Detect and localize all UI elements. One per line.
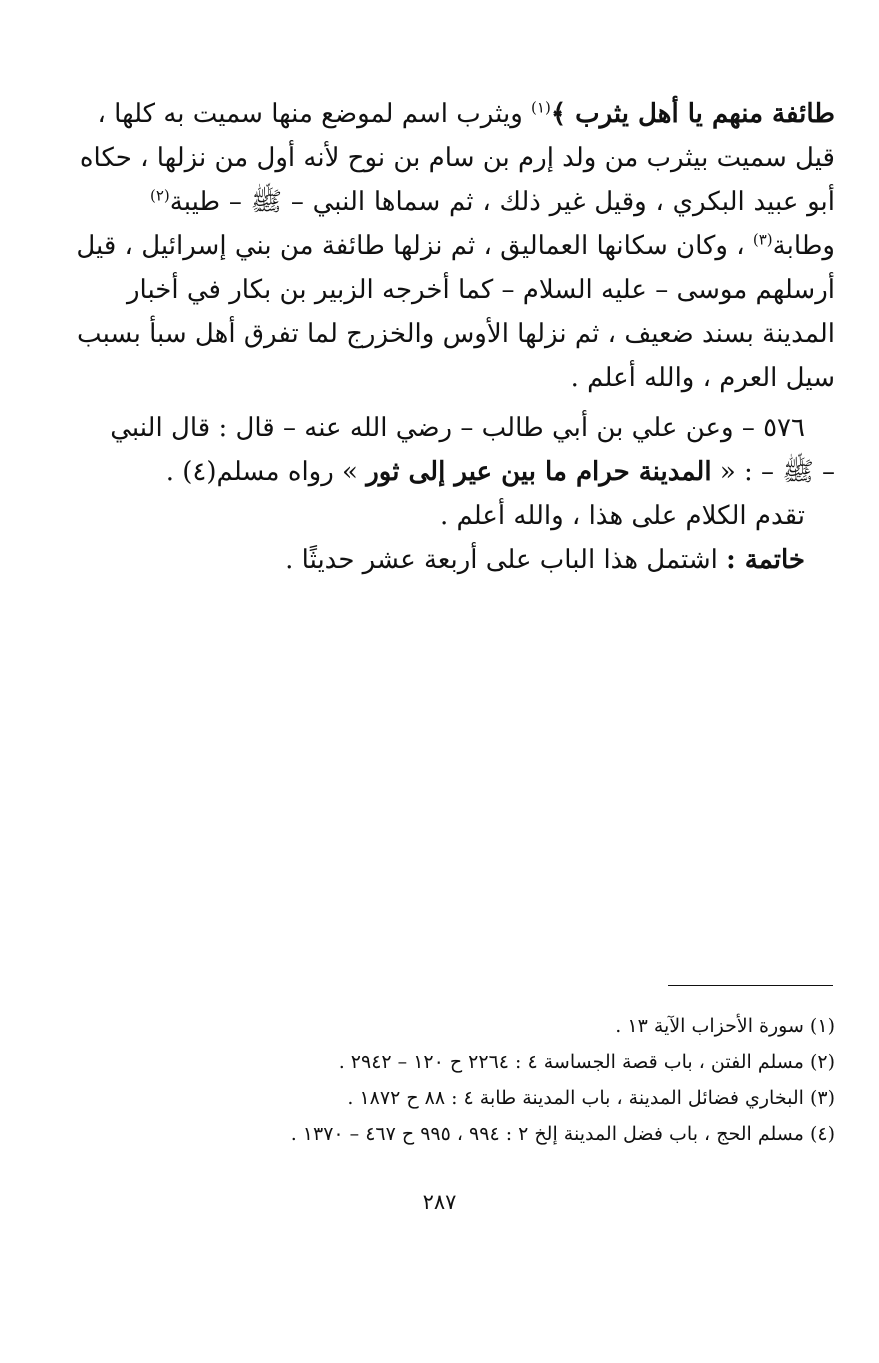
line-sup: (٣) <box>752 230 773 249</box>
paragraph-2 <box>110 406 835 494</box>
paragraph-4 <box>150 538 835 582</box>
text-line <box>150 180 835 224</box>
text-line <box>76 224 835 268</box>
line-pre: وطابة <box>772 231 835 261</box>
text-line <box>110 406 835 450</box>
line-pre: – ﷺ – : « <box>711 457 835 487</box>
text-line <box>150 450 835 494</box>
footnote-1: (١) سورة الأحزاب الآية ١٣ . <box>615 1015 835 1037</box>
text-line <box>77 312 835 356</box>
line-pre: سيل العرم ، والله أعلم . <box>570 363 835 393</box>
text-line <box>97 92 835 136</box>
main-text <box>76 92 835 582</box>
line-bold: المدينة حرام ما بين عير إلى ثور <box>366 457 712 487</box>
text-line <box>79 136 835 180</box>
paragraph-3-text: تقدم الكلام على هذا ، والله أعلم . <box>439 501 805 531</box>
text-line <box>126 268 835 312</box>
line-pre: ٥٧٦ – وعن علي بن أبي طالب – رضي الله عنه – قال : قال النبي <box>110 413 805 443</box>
line-pre: أرسلهم موسى – عليه السلام – كما أخرجه الزبير بن بكار في أخبار <box>126 275 835 305</box>
line-post: » رواه مسلم(٤) . <box>165 457 367 487</box>
line-sup: (١) <box>531 98 551 117</box>
line-post: ويثرب اسم لموضع منها سميت به كلها ، <box>97 99 532 129</box>
paragraph-1 <box>76 92 835 400</box>
page-number: ٢٨٧ <box>422 1190 457 1214</box>
closing-heading: خاتمة : <box>726 545 805 575</box>
line-pre: المدينة بسند ضعيف ، ثم نزلها الأوس والخزرج لما تفرق أهل سبأ بسبب <box>77 319 835 349</box>
footnote-2: (٢) مسلم الفتن ، باب قصة الجساسة ٤ : ٢٢٦٤ ح ١٢٠ – ٢٩٤٢ . <box>338 1051 835 1073</box>
footnote-divider <box>668 985 833 986</box>
text-line <box>150 356 835 400</box>
line-post: ، وكان سكانها العماليق ، ثم نزلها طائفة من بني إسرائيل ، قيل <box>76 231 753 261</box>
closing-text: اشتمل هذا الباب على أربعة عشر حديثًا . <box>285 545 727 575</box>
line-pre: قيل سميت بيثرب من ولد إرم بن سام بن نوح لأنه أول من نزلها ، حكاه <box>79 143 835 173</box>
line-sup: (٢) <box>150 186 170 205</box>
line-pre: أبو عبيد البكري ، وقيل غير ذلك ، ثم سماها النبي – ﷺ – طيبة <box>169 187 835 217</box>
footnotes <box>150 1008 835 1152</box>
paragraph-3 <box>150 494 835 538</box>
line-bold: طائفة منهم يا أهل يثرب ﴾ <box>550 99 835 129</box>
footnote-4: (٤) مسلم الحج ، باب فضل المدينة إلخ ٢ : ٩٩٤ ، ٩٩٥ ح ٤٦٧ – ١٣٧٠ . <box>290 1123 835 1145</box>
footnote-3: (٣) البخاري فضائل المدينة ، باب المدينة طابة ٤ : ٨٨ ح ١٨٧٢ . <box>347 1087 835 1109</box>
